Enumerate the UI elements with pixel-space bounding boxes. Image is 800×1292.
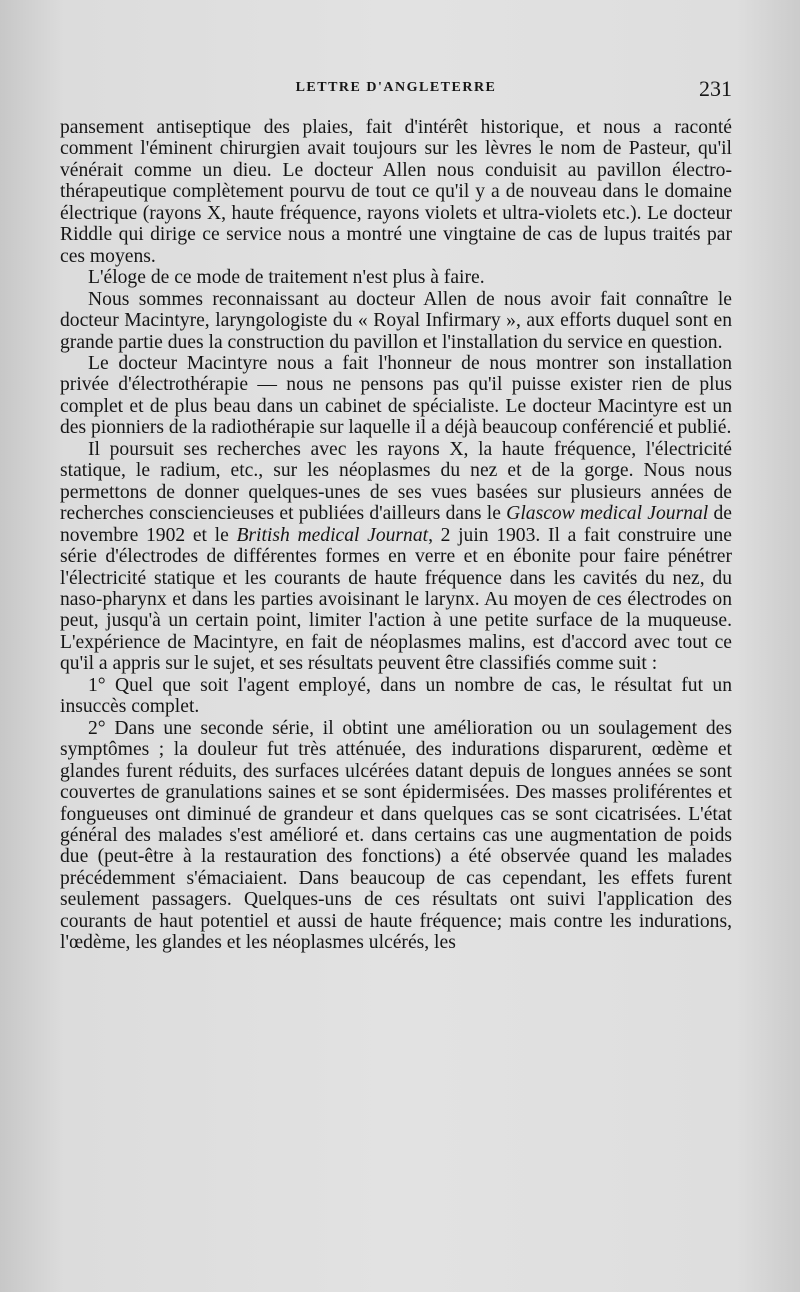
journal-title: Glascow medical Journal [506, 503, 709, 525]
paragraph [60, 117, 732, 267]
paragraph [60, 267, 732, 288]
paragraph-text: L'éloge de ce mode de traitement n'est plus à faire. [88, 267, 485, 289]
journal-title: British medical Journat [236, 524, 429, 546]
paragraph [60, 289, 732, 353]
body-text [60, 117, 732, 954]
paragraph-text: Il poursuit ses recherches avec les rayons X, la haute fréquence, l'électricité statique, le radium, etc., sur les néoplasmes du nez et de la gorge. Nous nous permettons de donner quelques-unes de ses vues basées sur plusieurs années de recherches consciencieuses et publiées d'ailleurs dans le [60, 438, 732, 525]
paragraph-text: 1° Quel que soit l'agent employé, dans un nombre de cas, le résultat fut un insuccès complet. [60, 674, 732, 718]
paragraph-text: , 2 juin 1903. Il a fait construire une série d'électrodes de différentes formes en verre et en ébonite pour faire pénétrer l'électricité statique et les courants de haute fréquence dans les cavités du nez, du naso-pharynx et dans les parties avoisinant le larynx. Au moyen de ces électrodes on peut, jusqu'à un certain point, limiter l'action à une petite surface de la muqueuse. L'expérience de Macintyre, en fait de néoplasmes malins, est d'accord avec tout ce qu'il a appris sur le sujet, et ses résultats peuvent être classifiés comme suit : [60, 524, 732, 675]
paragraph-text: Le docteur Macintyre nous a fait l'honneur de nous montrer son installation privée d'électrothérapie — nous ne pensons pas qu'il puisse exister rien de plus complet et de plus beau dans un cabinet de spécialiste. Le docteur Macintyre est un des pionniers de la radiothérapie sur laquelle il a déjà beaucoup conférencié et publié. [60, 352, 732, 439]
paragraph [60, 718, 732, 954]
running-title: LETTRE D'ANGLETERRE [295, 80, 497, 95]
page-header [60, 76, 732, 102]
paragraph [60, 675, 732, 718]
paragraph-text: Nous sommes reconnaissant au docteur Allen de nous avoir fait connaître le docteur Macintyre, laryngologiste du « Royal Infirmary », aux efforts duquel sont en grande partie dues la construction du pavillon et l'installation du service en question. [60, 288, 732, 353]
paragraph-text: de novembre 1902 et le [60, 503, 732, 546]
paragraph-text: pansement antiseptique des plaies, fait d'intérêt historique, et nous a raconté comment l'éminent chirurgien avait toujours sur les lèvres le nom de Pasteur, qu'il vénérait comme un dieu. Le docteur Allen nous conduisit au pavillon électro-thérapeutique complètement pourvu de tout ce qu'il y a de nouveau dans le domaine électrique (rayons X, haute fréquence, rayons violets et ultra-violets etc.). Le docteur Riddle qui dirige ce service nous a montré une vingtaine de cas de lupus traités par ces moyens. [60, 117, 732, 267]
paragraph-text: 2° Dans une seconde série, il obtint une amélioration ou un soulagement des symptômes ; la douleur fut très atténuée, des indurations disparurent, œdème et glandes furent réduits, des surfaces ulcérées datant depuis de longues années se sont couvertes de granulations saines et se sont épidermisées. Des masses proliférentes et fongueuses ont diminué de grandeur et dans quelques cas se sont cicatrisées. L'état général des malades s'est amélioré et. dans certains cas une augmentation de poids due (peut-être à la restauration des fonctions) a été observée quand les malades précédemment s'émaciaient. Dans beaucoup de cas cependant, les effets furent seulement passagers. Quelques-uns de ces résultats ont suivi l'application des courants de haut potentiel et aussi de haute fréquence; mais contre les indurations, l'œdème, les glandes et les néoplasmes ulcérés, les [60, 717, 732, 954]
paragraph [60, 353, 732, 439]
page-number: 231 [699, 76, 732, 101]
paragraph [60, 439, 732, 675]
